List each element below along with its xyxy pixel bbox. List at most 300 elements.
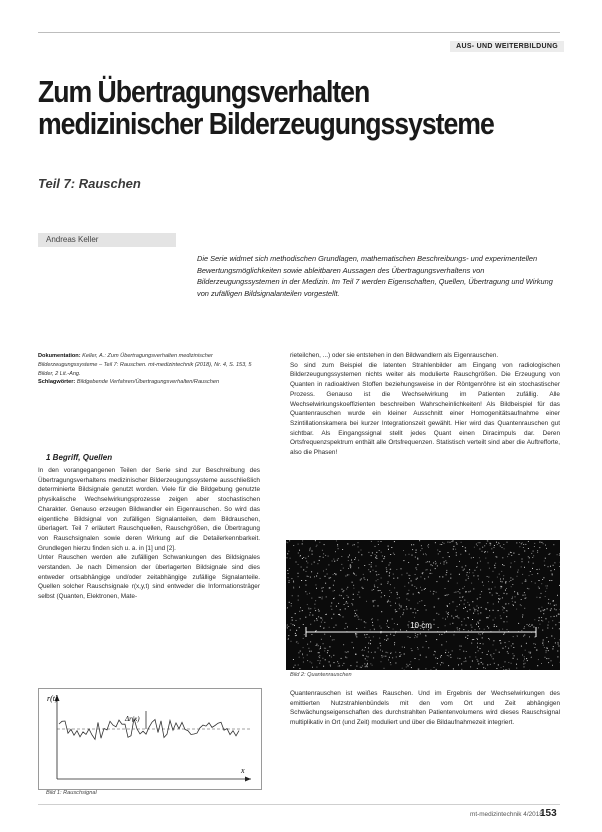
noise-speck (505, 642, 506, 643)
noise-speck (548, 650, 549, 651)
noise-speck (292, 620, 293, 621)
noise-speck (394, 635, 395, 636)
noise-speck (481, 591, 482, 592)
noise-speck (541, 617, 542, 618)
noise-speck (330, 636, 331, 637)
right-column-lower (290, 689, 560, 728)
noise-speck (366, 665, 367, 666)
noise-speck (529, 557, 530, 558)
noise-speck (321, 588, 322, 589)
noise-speck (293, 581, 294, 582)
noise-speck (329, 588, 330, 589)
noise-speck (298, 643, 299, 644)
figure-2-caption: Bild 2: Quantenrauschen (290, 672, 352, 678)
noise-speck (314, 562, 315, 563)
noise-speck (474, 610, 475, 611)
noise-speck (449, 603, 450, 604)
noise-speck (382, 651, 383, 652)
noise-speck (307, 655, 308, 656)
noise-speck (456, 566, 457, 567)
noise-speck (544, 609, 545, 610)
noise-speck (506, 588, 507, 589)
noise-speck (338, 603, 339, 604)
noise-speck (290, 630, 291, 631)
noise-speck (350, 566, 351, 567)
noise-speck (392, 619, 393, 620)
noise-speck (378, 590, 379, 591)
noise-speck (511, 563, 512, 564)
author-name: Andreas Keller (46, 235, 99, 244)
noise-speck (457, 616, 458, 617)
noise-speck (439, 551, 440, 552)
noise-speck (435, 561, 436, 562)
noise-speck (337, 546, 338, 547)
noise-speck (480, 658, 481, 659)
keywords-text: Bildgebende Verfahren/Übertragungsverhalten/Rauschen (76, 379, 220, 386)
noise-speck (552, 628, 553, 629)
section-heading: 1 Begriff, Quellen (46, 453, 113, 462)
noise-speck (455, 610, 456, 611)
noise-speck (329, 646, 330, 647)
noise-speck (475, 657, 476, 658)
noise-speck (349, 555, 350, 556)
noise-speck (356, 615, 357, 616)
left-column (38, 466, 260, 602)
noise-speck (546, 658, 547, 659)
noise-speck (380, 643, 381, 644)
noise-speck (496, 668, 497, 669)
noise-speck (464, 604, 465, 605)
noise-speck (507, 610, 508, 611)
noise-speck (295, 633, 296, 634)
noise-signal-svg (39, 689, 261, 789)
noise-speck (393, 578, 394, 579)
noise-speck (334, 598, 335, 599)
noise-speck (422, 573, 423, 574)
noise-speck (450, 578, 451, 579)
noise-speck (345, 603, 346, 604)
noise-speck (477, 598, 478, 599)
noise-speck (332, 640, 333, 641)
noise-speck (450, 542, 451, 543)
noise-speck (324, 648, 325, 649)
noise-speck (478, 633, 479, 634)
noise-speck (550, 603, 551, 604)
noise-speck (310, 547, 311, 548)
noise-speck (541, 607, 542, 608)
noise-speck (408, 562, 409, 563)
noise-speck (403, 609, 404, 610)
noise-speck (521, 646, 522, 647)
noise-speck (448, 552, 449, 553)
noise-speck (545, 657, 546, 658)
noise-speck (358, 592, 359, 593)
noise-speck (510, 580, 511, 581)
noise-speck (468, 576, 469, 577)
noise-speck (501, 571, 502, 572)
noise-speck (489, 610, 490, 611)
noise-speck (373, 589, 374, 590)
noise-speck (370, 640, 371, 641)
noise-speck (329, 627, 330, 628)
noise-speck (306, 585, 307, 586)
noise-speck (478, 575, 479, 576)
noise-speck (303, 647, 304, 648)
noise-speck (480, 634, 481, 635)
noise-speck (425, 553, 426, 554)
noise-speck (446, 641, 447, 642)
noise-speck (411, 544, 412, 545)
noise-speck (457, 627, 458, 628)
noise-speck (542, 579, 543, 580)
noise-speck (323, 666, 324, 667)
noise-speck (410, 608, 411, 609)
noise-speck (364, 577, 365, 578)
noise-speck (551, 660, 552, 661)
noise-speck (347, 575, 348, 576)
noise-speck (481, 662, 482, 663)
noise-speck (402, 614, 403, 615)
noise-speck (537, 569, 538, 570)
noise-speck (459, 561, 460, 562)
noise-speck (465, 637, 466, 638)
noise-speck (352, 582, 353, 583)
noise-speck (458, 591, 459, 592)
noise-speck (319, 652, 320, 653)
noise-speck (287, 542, 288, 543)
noise-speck (493, 571, 494, 572)
noise-speck (505, 590, 506, 591)
noise-speck (551, 636, 552, 637)
noise-speck (403, 550, 404, 551)
noise-speck (366, 656, 367, 657)
noise-speck (540, 611, 541, 612)
noise-speck (498, 664, 499, 665)
noise-speck (365, 622, 366, 623)
noise-speck (447, 605, 448, 606)
noise-speck (343, 616, 344, 617)
noise-speck (445, 652, 446, 653)
noise-speck (508, 554, 509, 555)
noise-speck (448, 614, 449, 615)
noise-speck (465, 547, 466, 548)
noise-speck (399, 597, 400, 598)
noise-speck (343, 590, 344, 591)
noise-speck (477, 647, 478, 648)
noise-speck (494, 624, 495, 625)
noise-speck (530, 571, 531, 572)
noise-speck (315, 584, 316, 585)
noise-speck (362, 649, 363, 650)
noise-speck (513, 605, 514, 606)
noise-speck (390, 634, 391, 635)
noise-speck (431, 564, 432, 565)
noise-speck (520, 604, 521, 605)
noise-speck (319, 556, 320, 557)
noise-speck (358, 560, 359, 561)
noise-speck (429, 561, 430, 562)
noise-speck (459, 597, 460, 598)
noise-speck (519, 554, 520, 555)
noise-speck (287, 570, 288, 571)
noise-speck (525, 598, 526, 599)
noise-speck (291, 623, 292, 624)
noise-speck (376, 552, 377, 553)
noise-speck (488, 577, 489, 578)
noise-speck (499, 630, 500, 631)
noise-speck (394, 644, 395, 645)
noise-speck (535, 583, 536, 584)
noise-speck (539, 588, 540, 589)
noise-speck (477, 639, 478, 640)
noise-speck (533, 551, 534, 552)
noise-speck (309, 593, 310, 594)
footer-journal: mt-medizintechnik 4/2018 (470, 811, 543, 818)
noise-speck (346, 652, 347, 653)
noise-speck (466, 580, 467, 581)
doc-label: Dokumentation: (38, 353, 81, 359)
noise-speck (524, 567, 525, 568)
noise-speck (378, 605, 379, 606)
noise-speck (434, 667, 435, 668)
noise-speck (541, 620, 542, 621)
noise-speck (309, 615, 310, 616)
noise-speck (354, 610, 355, 611)
noise-speck (420, 655, 421, 656)
noise-speck (399, 652, 400, 653)
noise-speck (319, 663, 320, 664)
noise-speck (376, 558, 377, 559)
noise-speck (526, 658, 527, 659)
noise-speck (523, 544, 524, 545)
noise-speck (417, 558, 418, 559)
noise-speck (375, 546, 376, 547)
noise-speck (316, 618, 317, 619)
noise-speck (314, 620, 315, 621)
noise-speck (542, 643, 543, 644)
noise-speck (554, 616, 555, 617)
noise-speck (500, 588, 501, 589)
noise-speck (346, 595, 347, 596)
noise-speck (345, 623, 346, 624)
noise-speck (393, 553, 394, 554)
noise-speck (334, 561, 335, 562)
noise-speck (384, 668, 385, 669)
noise-speck (367, 660, 368, 661)
noise-speck (473, 572, 474, 573)
noise-speck (448, 655, 449, 656)
noise-speck (479, 542, 480, 543)
noise-speck (517, 594, 518, 595)
noise-speck (383, 558, 384, 559)
noise-speck (412, 549, 413, 550)
noise-speck (521, 566, 522, 567)
noise-speck (521, 605, 522, 606)
noise-speck (488, 638, 489, 639)
noise-speck (467, 611, 468, 612)
noise-speck (502, 609, 503, 610)
noise-speck (416, 567, 417, 568)
noise-speck (478, 579, 479, 580)
noise-speck (457, 606, 458, 607)
noise-speck (471, 583, 472, 584)
noise-speck (513, 553, 514, 554)
noise-speck (485, 558, 486, 559)
noise-speck (461, 600, 462, 601)
noise-speck (524, 666, 525, 667)
noise-speck (317, 573, 318, 574)
noise-speck (436, 581, 437, 582)
noise-speck (496, 592, 497, 593)
noise-speck (373, 570, 374, 571)
noise-speck (420, 633, 421, 634)
noise-speck (558, 646, 559, 647)
noise-speck (495, 587, 496, 588)
noise-speck (473, 613, 474, 614)
noise-speck (512, 579, 513, 580)
noise-speck (538, 586, 539, 587)
noise-speck (466, 575, 467, 576)
noise-speck (517, 636, 518, 637)
noise-speck (456, 555, 457, 556)
noise-speck (312, 615, 313, 616)
noise-speck (364, 565, 365, 566)
noise-speck (381, 628, 382, 629)
noise-speck (434, 607, 435, 608)
noise-speck (535, 637, 536, 638)
noise-speck (394, 642, 395, 643)
noise-speck (289, 582, 290, 583)
noise-speck (486, 543, 487, 544)
noise-speck (410, 575, 411, 576)
noise-speck (497, 593, 498, 594)
noise-speck (354, 616, 355, 617)
noise-speck (427, 545, 428, 546)
noise-speck (421, 600, 422, 601)
noise-speck (316, 546, 317, 547)
footer-rule (38, 804, 560, 805)
noise-speck (315, 610, 316, 611)
noise-speck (554, 569, 555, 570)
noise-speck (386, 571, 387, 572)
noise-speck (376, 566, 377, 567)
noise-speck (499, 652, 500, 653)
noise-speck (498, 610, 499, 611)
noise-speck (370, 571, 371, 572)
noise-speck (537, 573, 538, 574)
noise-speck (546, 650, 547, 651)
noise-speck (380, 645, 381, 646)
noise-speck (446, 611, 447, 612)
noise-speck (292, 595, 293, 596)
noise-speck (354, 544, 355, 545)
noise-speck (299, 587, 300, 588)
noise-speck (474, 609, 475, 610)
noise-speck (394, 554, 395, 555)
noise-speck (426, 562, 427, 563)
noise-speck (348, 597, 349, 598)
noise-speck (375, 554, 376, 555)
noise-speck (436, 613, 437, 614)
noise-speck (465, 607, 466, 608)
noise-speck (502, 606, 503, 607)
noise-speck (296, 562, 297, 563)
noise-speck (462, 588, 463, 589)
noise-speck (450, 574, 451, 575)
noise-speck (387, 652, 388, 653)
noise-speck (448, 665, 449, 666)
noise-speck (399, 605, 400, 606)
noise-speck (357, 662, 358, 663)
noise-speck (339, 665, 340, 666)
noise-speck (437, 550, 438, 551)
noise-speck (365, 666, 366, 667)
noise-speck (478, 613, 479, 614)
noise-speck (400, 616, 401, 617)
noise-speck (395, 663, 396, 664)
noise-speck (490, 664, 491, 665)
noise-speck (543, 613, 544, 614)
noise-speck (368, 569, 369, 570)
noise-speck (459, 604, 460, 605)
noise-speck (404, 670, 405, 671)
noise-speck (556, 609, 557, 610)
noise-speck (291, 578, 292, 579)
noise-speck (416, 569, 417, 570)
noise-speck (406, 594, 407, 595)
noise-speck (352, 545, 353, 546)
noise-speck (508, 662, 509, 663)
noise-speck (531, 553, 532, 554)
noise-speck (482, 551, 483, 552)
noise-speck (469, 554, 470, 555)
noise-speck (322, 658, 323, 659)
noise-speck (390, 662, 391, 663)
noise-speck (464, 586, 465, 587)
page-number: 153 (540, 808, 557, 819)
title-line-2: medizinischer Bilderzeugungssysteme (38, 106, 494, 141)
noise-speck (381, 584, 382, 585)
noise-speck (448, 652, 449, 653)
noise-speck (287, 557, 288, 558)
noise-speck (345, 657, 346, 658)
noise-speck (488, 581, 489, 582)
noise-speck (287, 627, 288, 628)
noise-speck (303, 662, 304, 663)
noise-speck (337, 661, 338, 662)
noise-speck (494, 663, 495, 664)
noise-speck (495, 617, 496, 618)
noise-speck (471, 625, 472, 626)
noise-speck (539, 608, 540, 609)
noise-speck (439, 634, 440, 635)
noise-speck (356, 610, 357, 611)
noise-speck (508, 648, 509, 649)
noise-speck (523, 595, 524, 596)
section-badge: AUS- UND WEITERBILDUNG (450, 41, 564, 52)
noise-speck (406, 664, 407, 665)
noise-speck (310, 577, 311, 578)
noise-speck (384, 595, 385, 596)
noise-speck (296, 630, 297, 631)
noise-speck (510, 577, 511, 578)
noise-speck (554, 562, 555, 563)
noise-speck (350, 665, 351, 666)
noise-speck (505, 604, 506, 605)
noise-speck (535, 644, 536, 645)
noise-speck (386, 623, 387, 624)
noise-speck (314, 576, 315, 577)
